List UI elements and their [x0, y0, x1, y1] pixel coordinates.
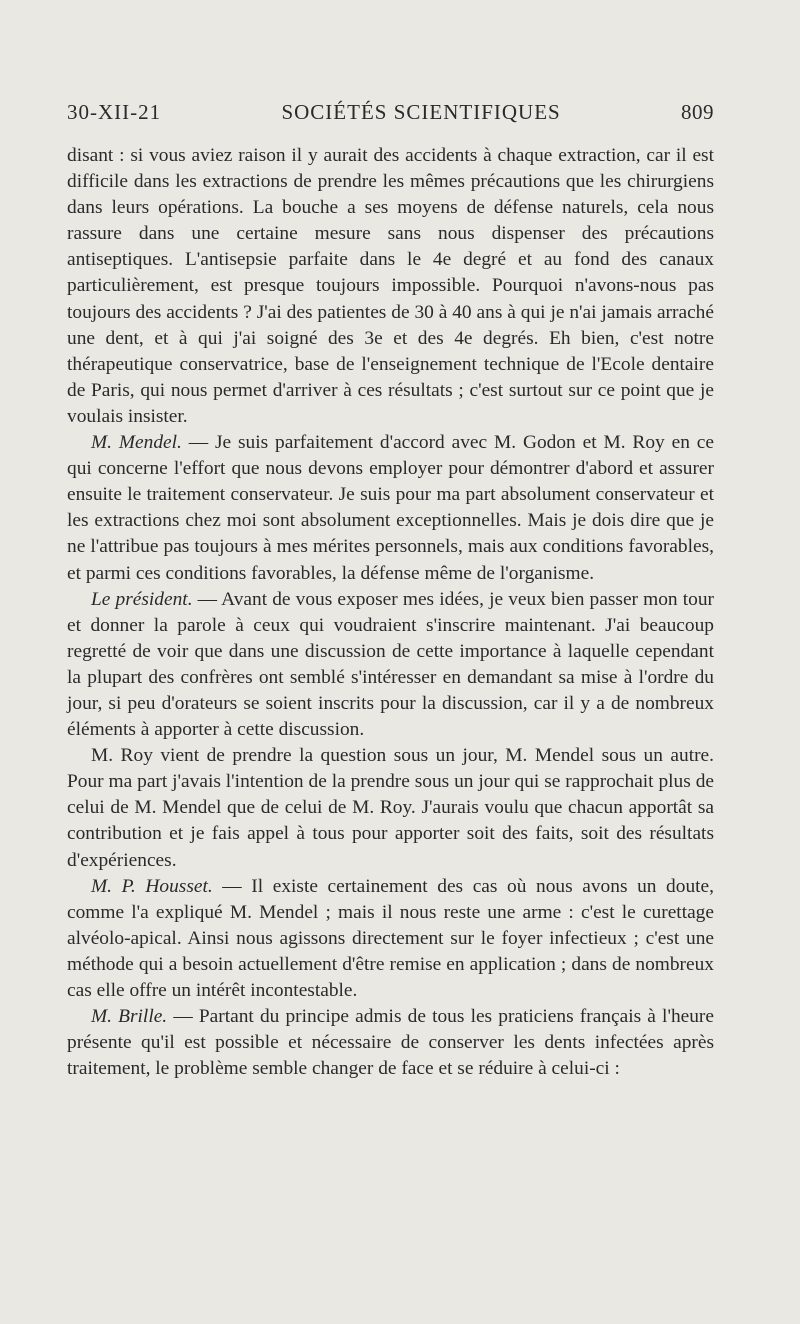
speaker-name: M. Mendel.	[91, 432, 182, 454]
paragraph-text: — Il existe certainement des cas où nous avons un doute, comme l'a expliqué M. Mendel ; mais il nous reste une arme : c'est le curettage alvéolo-apical. Ainsi nous agissons directement sur le foyer infectieux ; c'est une méthode qui a besoin actuellement d'être remise en application ; dans de nombreux cas elle offre un intérêt incontestable.	[67, 875, 714, 1001]
header-title: SOCIÉTÉS SCIENTIFIQUES	[281, 100, 561, 124]
paragraph-housset	[67, 874, 714, 1004]
page-number: 809	[681, 100, 714, 124]
paragraph-text: — Je suis parfaitement d'accord avec M. Godon et M. Roy en ce qui concerne l'effort que nous devons employer pour démontrer d'abord et assurer ensuite le traitement conservateur. Je suis pour ma part absolument conservateur et les extractions chez moi sont absolument exceptionnelles. Mais je dois dire que je ne l'attribue pas toujours à mes mérites personnels, mais aux conditions favorables, et parmi ces conditions favorables, la défense même de l'organisme.	[67, 432, 714, 584]
speaker-name: Le président.	[91, 588, 193, 610]
paragraph-president	[67, 587, 714, 744]
speaker-name: M. P. Housset.	[91, 875, 213, 897]
paragraph-brille	[67, 1004, 714, 1082]
body-text	[67, 143, 714, 1082]
paragraph-text: — Partant du principe admis de tous les praticiens français à l'heure présente qu'il est possible et nécessaire de conserver les dents infectées après traitement, le problème semble changer de face et se réduire à celui-ci :	[67, 1006, 714, 1080]
paragraph-text: — Avant de vous exposer mes idées, je veux bien passer mon tour et donner la parole à ceux qui voudraient s'inscrire maintenant. J'ai beaucoup regretté de voir que dans une discussion de cette importance à laquelle cependant la plupart des confrères ont semblé s'intéresser en demandant sa mise à l'ordre du jour, si peu d'orateurs se soient inscrits pour la discussion, car il y a de nombreux éléments à apporter à cette discussion.	[67, 588, 714, 741]
header-date: 30-XII-21	[67, 100, 162, 124]
speaker-name: M. Brille.	[91, 1006, 168, 1028]
paragraph-text: M. Roy vient de prendre la question sous un jour, M. Mendel sous un autre. Pour ma part j'avais l'intention de la prendre sous un jour qui se rapprochait plus de celui de M. Mendel que de celui de M. Roy. J'aurais voulu que chacun apportât sa contribution et je fais appel à tous pour apporter soit des faits, soit des résultats d'expériences.	[67, 745, 714, 871]
paragraph-text: disant : si vous aviez raison il y aurait des accidents à chaque extraction, car il est difficile dans les extractions de prendre les mêmes précautions que les chirurgiens dans leurs opérations. La bouche a ses moyens de défense naturels, cela nous rassure dans une certaine mesure sans nous dispenser des précautions antiseptiques. L'antisepsie parfaite dans le 4e degré et au fond des canaux particulièrement, est presque toujours impossible. Pourquoi n'avons-nous pas toujours des accidents ? J'ai des patientes de 30 à 40 ans à qui je n'ai jamais arraché une dent, et à qui j'ai soigné des 3e et des 4e degrés. Eh bien, c'est notre thérapeutique conservatrice, base de l'enseignement technique de l'Ecole dentaire de Paris, qui nous permet d'arriver à ces résultats ; c'est surtout sur ce point que je voulais insister.	[67, 145, 714, 427]
paragraph-president-continued	[67, 743, 714, 873]
paragraph-continuation	[67, 143, 714, 430]
running-head	[67, 100, 714, 140]
paragraph-mendel	[67, 430, 714, 587]
